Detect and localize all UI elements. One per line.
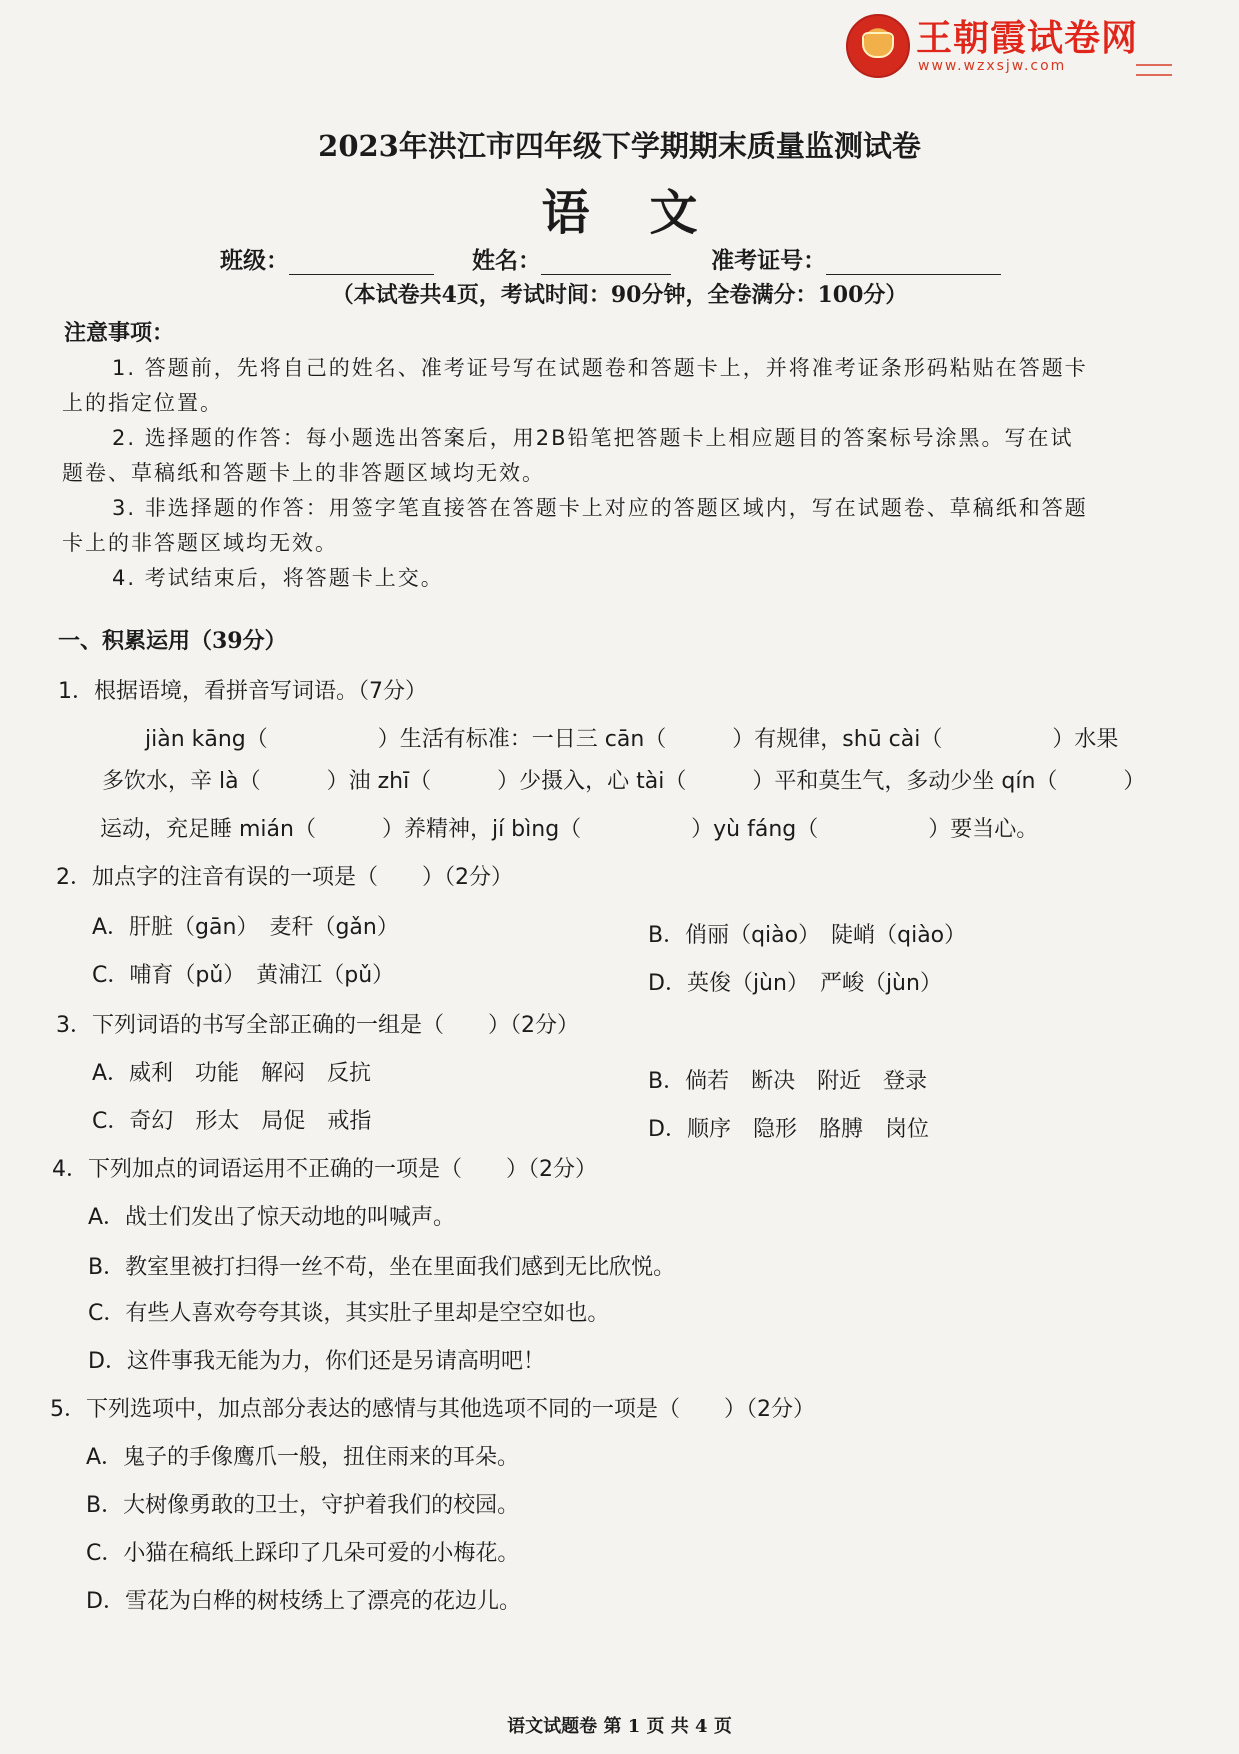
logo-decoration — [1136, 64, 1172, 76]
question-1-line: 多饮水，辛 là（ ）油 zhī（ ）少摄入，心 tài（ ）平和莫生气，多动少坐 qín（ ） — [102, 769, 1146, 794]
question-3-option-c[interactable]: C．奇幻 形太 局促 戒指 — [92, 1109, 372, 1134]
notice-line: 2. 选择题的作答：每小题选出答案后，用2B铅笔把答题卡上相应题目的答案标号涂黑。写在试 — [112, 426, 1074, 450]
class-blank[interactable] — [289, 248, 434, 275]
page-footer: 语文试题卷 第 1 页 共 4 页 — [507, 1716, 732, 1737]
question-5-stem: 5．下列选项中，加点部分表达的感情与其他选项不同的一项是（ ）（2分） — [50, 1397, 815, 1422]
question-4-option-b[interactable]: B．教室里被打扫得一丝不苟，坐在里面我们感到无比欣悦。 — [88, 1255, 676, 1280]
question-2-option-b[interactable]: B．俏丽（qiào） 陡峭（qiào） — [648, 923, 967, 948]
section-heading: 一、积累运用（39分） — [58, 628, 287, 654]
notice-line: 4. 考试结束后，将答题卡上交。 — [112, 566, 444, 590]
question-1-stem: 1．根据语境，看拼音写词语。（7分） — [58, 679, 427, 704]
id-label: 准考证号： — [711, 247, 827, 274]
question-4-option-c[interactable]: C．有些人喜欢夸夸其谈，其实肚子里却是空空如也。 — [88, 1301, 610, 1326]
name-blank[interactable] — [541, 248, 671, 275]
question-1-line: jiàn kāng（ ）生活有标准：一日三 cān（ ）有规律，shū cài（ ）水果 — [145, 727, 1119, 752]
exam-subject: 语文 — [541, 185, 758, 241]
question-1-line: 运动，充足睡 mián（ ）养精神，jí bìng（ ）yù fáng（ ）要当心。 — [100, 817, 1039, 842]
notice-line: 卡上的非答题区域均无效。 — [62, 531, 338, 555]
question-2-option-a[interactable]: A．肝脏（gān） 麦秆（gǎn） — [92, 915, 399, 940]
notice-line: 1. 答题前，先将自己的姓名、准考证号写在试题卷和答题卡上，并将准考证条形码粘贴在答题卡 — [112, 356, 1088, 380]
question-4-option-a[interactable]: A．战士们发出了惊天动地的叫喊声。 — [88, 1205, 456, 1230]
notice-line: 题卷、草稿纸和答题卡上的非答题区域均无效。 — [62, 461, 545, 485]
student-info-row — [220, 242, 1001, 275]
id-blank[interactable] — [826, 248, 1001, 275]
question-4-option-d[interactable]: D．这件事我无能为力，你们还是另请高明吧！ — [88, 1349, 545, 1374]
question-5-option-a[interactable]: A．鬼子的手像鹰爪一般，扭住雨来的耳朵。 — [86, 1445, 520, 1470]
exam-meta: （本试卷共4页，考试时间：90分钟，全卷满分：100分） — [331, 282, 908, 308]
class-label: 班级： — [220, 247, 289, 274]
notice-line: 上的指定位置。 — [62, 391, 223, 415]
notice-heading: 注意事项： — [64, 320, 175, 346]
question-5-option-c[interactable]: C．小猫在稿纸上踩印了几朵可爱的小梅花。 — [86, 1541, 520, 1566]
question-3-option-d[interactable]: D．顺序 隐形 胳膊 岗位 — [648, 1117, 929, 1142]
site-logo — [846, 10, 1176, 76]
logo-name: 王朝霞试卷网 — [916, 18, 1139, 59]
name-label: 姓名： — [472, 247, 542, 274]
question-3-option-a[interactable]: A．威利 功能 解闷 反抗 — [92, 1061, 372, 1086]
exam-title: 2023年洪江市四年级下学期期末质量监测试卷 — [318, 129, 921, 163]
question-3-stem: 3．下列词语的书写全部正确的一组是（ ）（2分） — [56, 1013, 579, 1038]
logo-seal-icon — [846, 14, 910, 78]
question-5-option-d[interactable]: D．雪花为白桦的树枝绣上了漂亮的花边儿。 — [86, 1589, 521, 1614]
question-5-option-b[interactable]: B．大树像勇敢的卫士，守护着我们的校园。 — [86, 1493, 520, 1518]
question-2-option-c[interactable]: C．哺育（pǔ） 黄浦江（pǔ） — [92, 963, 395, 988]
question-4-stem: 4．下列加点的词语运用不正确的一项是（ ）（2分） — [52, 1157, 597, 1182]
question-3-option-b[interactable]: B．倘若 断决 附近 登录 — [648, 1069, 928, 1094]
question-2-stem: 2．加点字的注音有误的一项是（ ）（2分） — [56, 865, 513, 890]
logo-url: www.wzxsjw.com — [918, 58, 1067, 74]
question-2-option-d[interactable]: D．英俊（jùn） 严峻（jùn） — [648, 971, 942, 996]
notice-line: 3. 非选择题的作答：用签字笔直接答在答题卡上对应的答题区域内，写在试题卷、草稿纸和答题 — [112, 496, 1088, 520]
